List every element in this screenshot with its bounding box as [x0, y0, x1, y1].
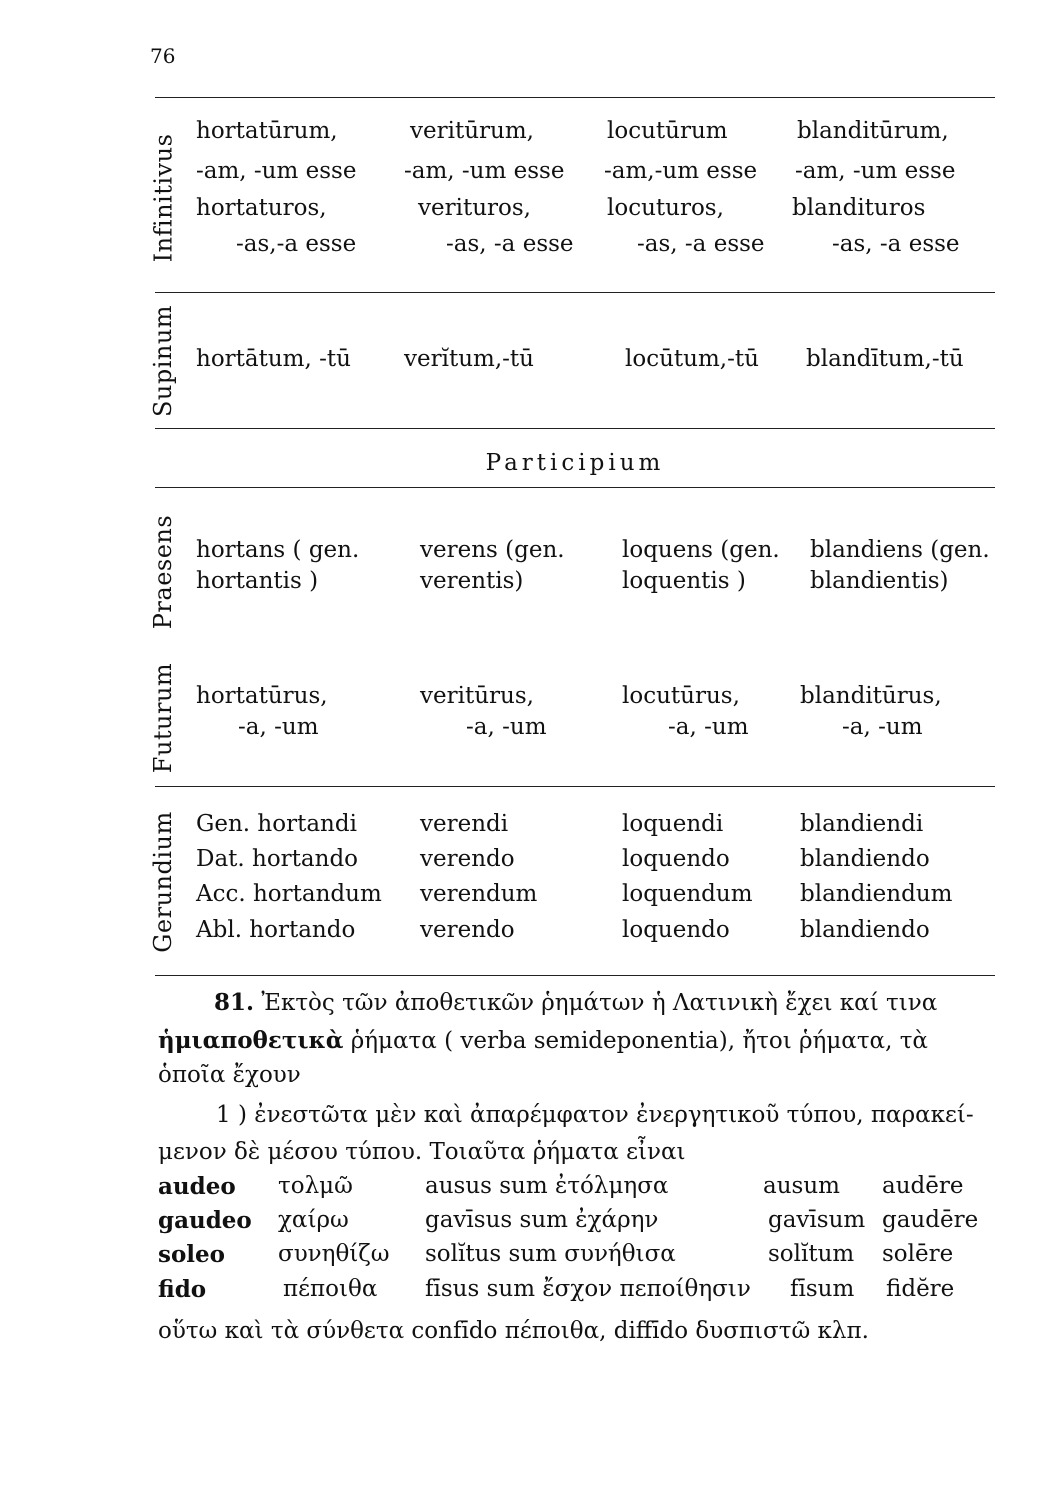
praesens-cell: verens (gen.: [420, 537, 565, 563]
supinum-cell: hortātum, -tū: [196, 346, 351, 372]
inf-cell: hortaturos,: [196, 195, 327, 221]
inf-cell: -as, -a esse: [446, 231, 574, 257]
verb-supine: ausum: [763, 1173, 840, 1199]
para81-line4: 1 ) ἐνεστῶτα μὲν καὶ ἀπαρέμφατον ἐνεργητικοῦ τύπου, παρακεί-: [216, 1102, 974, 1128]
futurum-cell: -a, -um: [668, 714, 749, 740]
label-infinitivus: Infinitivus: [149, 133, 177, 262]
futurum-cell: hortatūrus,: [196, 683, 328, 709]
rule-after-gerundium: [155, 975, 995, 976]
verb-perfect: solĭtus sum συνήθισα: [425, 1241, 676, 1267]
gerundium-cell: Acc. hortandum: [196, 881, 382, 907]
inf-cell: blanditūrum,: [797, 118, 949, 144]
gerundium-cell: loquendo: [622, 846, 730, 872]
rule-after-futurum: [155, 786, 995, 787]
inf-cell: veritūrum,: [410, 118, 534, 144]
para81-line2-rest: ῥήματα ( verba semideponentia), ἤτοι ῥήματα, τὰ: [350, 1028, 928, 1054]
praesens-cell: hortans ( gen.: [196, 537, 360, 563]
futurum-cell: veritūrus,: [420, 683, 534, 709]
inf-cell: -am, -um esse: [795, 158, 956, 184]
para81-bold-term: ἡμιαποθετικὰ: [158, 1027, 344, 1054]
gerundium-cell: blandiendo: [800, 846, 930, 872]
gerundium-cell: blandiendum: [800, 881, 953, 907]
praesens-cell: verentis): [420, 568, 524, 594]
verb-supine: fīsum: [790, 1276, 855, 1302]
futurum-cell: locutūrus,: [622, 683, 740, 709]
para81-line1-text: Ἐκτὸς τῶν ἀποθετικῶν ῥημάτων ἡ Λατινικὴ ἔχει καί τινα: [261, 990, 938, 1016]
verb-infinitive: solēre: [882, 1241, 954, 1267]
inf-cell: -as,-a esse: [236, 231, 357, 257]
label-futurum: Futurum: [149, 662, 177, 774]
praesens-cell: hortantis ): [196, 568, 319, 594]
verb-latin: audeo: [158, 1173, 236, 1200]
verb-latin: fido: [158, 1276, 207, 1303]
participium-caption: Participium: [485, 450, 665, 476]
gerundium-cell: Dat. hortando: [196, 846, 359, 872]
gerundium-cell: Abl. hortando: [196, 917, 356, 943]
gerundium-cell: verendo: [420, 917, 515, 943]
futurum-cell: -a, -um: [466, 714, 547, 740]
inf-cell: locutūrum: [607, 118, 728, 144]
para81-number: 81.: [214, 989, 255, 1016]
inf-cell: -am,-um esse: [604, 158, 758, 184]
page-number: 76: [150, 44, 176, 68]
label-supinum: Supinum: [149, 304, 178, 418]
para81-line5: μενον δὲ μέσου τύπου. Τοιαῦτα ῥήματα εἶναι: [158, 1139, 686, 1165]
supinum-cell: blandītum,-tū: [806, 346, 964, 372]
verb-supine: solĭtum: [768, 1241, 855, 1267]
rule-top: [155, 97, 995, 98]
verb-supine: gavīsum: [768, 1207, 866, 1233]
inf-cell: -as, -a esse: [637, 231, 765, 257]
verb-greek: τολμῶ: [278, 1173, 353, 1199]
futurum-cell: blanditūrus,: [800, 683, 942, 709]
para81-line2: [158, 1027, 928, 1054]
gerundium-cell: verendo: [420, 846, 515, 872]
praesens-cell: blandientis): [810, 568, 949, 594]
verb-perfect: ausus sum ἐτόλμησα: [425, 1173, 669, 1199]
verb-infinitive: gaudēre: [882, 1207, 979, 1233]
gerundium-cell: verendum: [420, 881, 538, 907]
inf-cell: -am, -um esse: [404, 158, 565, 184]
verb-latin: gaudeo: [158, 1207, 252, 1234]
inf-cell: hortatūrum,: [196, 118, 338, 144]
verb-greek: χαίρω: [278, 1207, 349, 1233]
gerundium-cell: loquendi: [622, 811, 724, 837]
rule-after-infinitivus: [155, 292, 995, 293]
para81-line3: ὁποῖα ἔχουν: [158, 1062, 301, 1088]
label-praesens: Praesens: [149, 514, 177, 630]
verb-greek: συνηθίζω: [278, 1241, 390, 1267]
inf-cell: -am, -um esse: [196, 158, 357, 184]
verb-infinitive: audēre: [882, 1173, 964, 1199]
para81-line1: [214, 989, 937, 1016]
inf-cell: -as, -a esse: [832, 231, 960, 257]
gerundium-cell: blandiendo: [800, 917, 930, 943]
supinum-cell: locūtum,-tū: [625, 346, 759, 372]
praesens-cell: loquens (gen.: [622, 537, 780, 563]
gerundium-cell: blandiendi: [800, 811, 924, 837]
inf-cell: locuturos,: [607, 195, 724, 221]
label-gerundium: Gerundium: [149, 811, 178, 953]
inf-cell: verituros,: [418, 195, 531, 221]
inf-cell: blandituros: [792, 195, 926, 221]
verb-infinitive: fidĕre: [886, 1276, 955, 1302]
supinum-cell: verĭtum,-tū: [404, 346, 534, 372]
gerundium-cell: verendi: [420, 811, 509, 837]
final-line: οὕτω καὶ τὰ σύνθετα confīdo πέποιθα, diffīdo δυσπιστῶ κλπ.: [158, 1318, 869, 1344]
praesens-cell: loquentis ): [622, 568, 746, 594]
praesens-cell: blandiens (gen.: [810, 537, 990, 563]
verb-latin: soleo: [158, 1241, 226, 1268]
futurum-cell: -a, -um: [842, 714, 923, 740]
rule-after-supinum: [155, 428, 995, 429]
gerundium-cell: loquendo: [622, 917, 730, 943]
futurum-cell: -a, -um: [238, 714, 319, 740]
gerundium-cell: Gen. hortandi: [196, 811, 357, 837]
verb-perfect: fīsus sum ἔσχον πεποίθησιν: [425, 1276, 751, 1302]
verb-greek: πέποιθα: [283, 1276, 378, 1302]
verb-perfect: gavīsus sum ἐχάρην: [425, 1207, 659, 1233]
rule-after-caption: [155, 487, 995, 488]
gerundium-cell: loquendum: [622, 881, 753, 907]
